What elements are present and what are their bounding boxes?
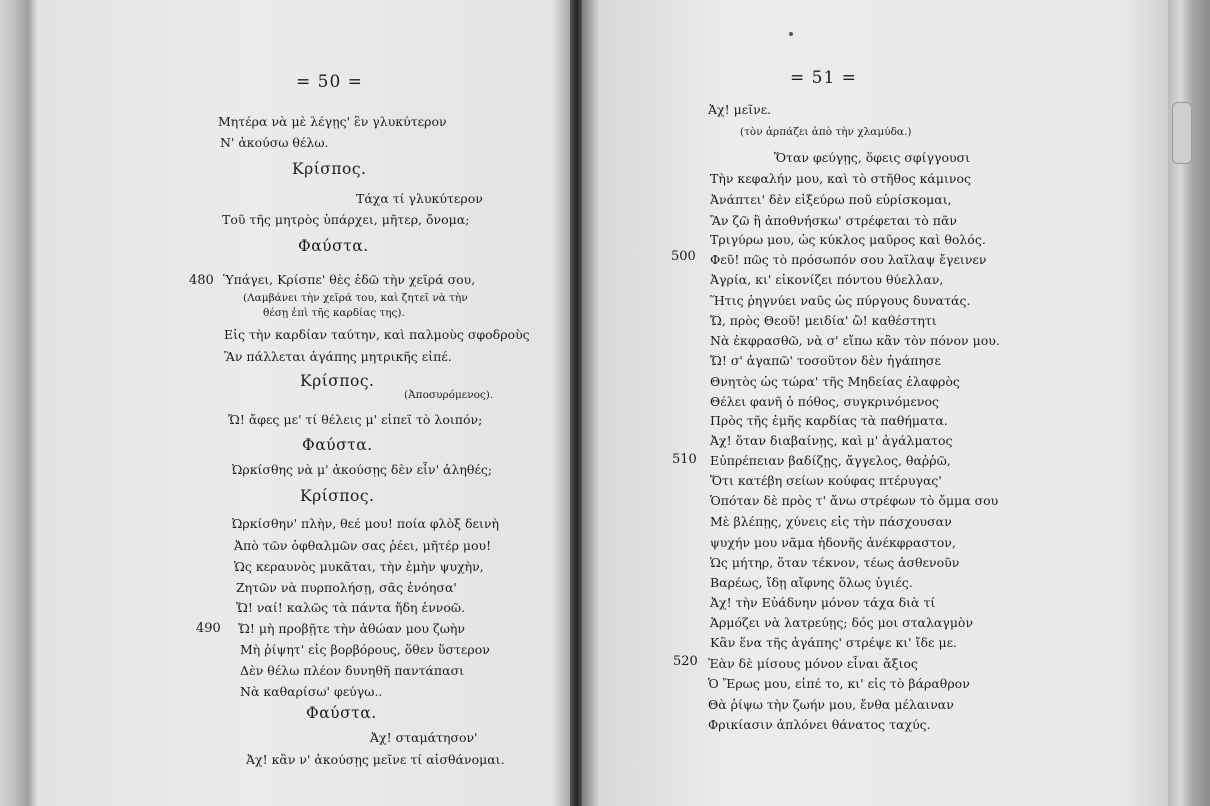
- verse-line: Ὁ Ἔρως μου, εἰπέ το, κι' εἰς τὸ βάραθρον: [708, 676, 970, 691]
- page-number: = 50 =: [296, 72, 363, 92]
- verse-line: Ὠρκίσθην' πλὴν, θεέ μου! ποία φλὸξ δεινὴ: [232, 516, 499, 531]
- verse-line: Ὤ, πρὸς Θεοῦ! μειδία' ὢ! καθέστητι: [710, 313, 937, 328]
- verse-line: Ἀπὸ τῶν ὀφθαλμῶν σας ῥέει, μῆτέρ μου!: [234, 538, 492, 553]
- verse-line: Βαρέως, ἴδῃ αἴφνης ὅλως ὑγιές.: [710, 575, 913, 590]
- verse-line: Ἀχ! σταμάτησον': [370, 730, 478, 745]
- verse-line: Ὅταν φεύγῃς, ὅφεις σφίγγουσι: [774, 150, 971, 165]
- verse-line: Ὑπάγει, Κρίσπε' θὲς ἐδῶ τὴν χεῖρά σου,: [223, 272, 476, 287]
- verse-line: Τοῦ τῆς μητρὸς ὑπάρχει, μῆτερ, ὄνομα;: [222, 212, 470, 227]
- verse-line: Ὤ! ναί! καλῶς τὰ πάντα ἤδη ἐννοῶ.: [236, 600, 466, 615]
- verse-line: Τὴν κεφαλήν μου, καὶ τὸ στῆθος κάμινος: [710, 171, 971, 186]
- verse-line: Ὅτι κατέβη σείων κούφας πτέρυγας': [710, 473, 942, 488]
- verse-line: Ὡς κεραυνὸς μυκᾶται, τὴν ἐμὴν ψυχὴν,: [234, 559, 484, 574]
- ink-speck: [789, 32, 793, 36]
- verse-line: Μητέρα νὰ μὲ λέγῃς' ἓν γλυκύτερον: [218, 114, 447, 129]
- page-tab-marker: [1172, 102, 1192, 164]
- verse-line: Ὁπόταν δὲ πρὸς τ' ἄνω στρέφων τὸ ὄμμα σου: [710, 493, 999, 508]
- verse-line: Δὲν θέλω πλέον δυνηθῆ παντάπασι: [240, 663, 465, 678]
- speaker-name: Κρίσπος.: [292, 160, 367, 178]
- verse-line: Ἀχ! μεῖνε.: [708, 102, 772, 117]
- speaker-name: Φαύστα.: [302, 436, 373, 454]
- verse-line: Πρὸς τῆς ἐμῆς καρδίας τὰ παθήματα.: [710, 413, 948, 428]
- verse-line: Φρικίασιν ἁπλόνει θάνατος ταχύς.: [708, 717, 931, 732]
- verse-number: 500: [671, 249, 696, 264]
- verse-line: Ἂν ζῶ ἢ ἀποθνήσκω' στρέφεται τὸ πᾶν: [710, 213, 957, 228]
- verse-line: Ὡς μήτηρ, ὅταν τέκνον, τέως ἀσθενοῦν: [710, 555, 960, 570]
- stage-direction: θέσῃ ἐπὶ τῆς καρδίας της).: [263, 307, 405, 319]
- speaker-name: Κρίσπος.: [300, 487, 375, 505]
- stage-direction: (Ἀποσυρόμενος).: [404, 389, 494, 401]
- verse-line: Ὤ! σ' ἀγαπῶ' τοσοῦτον δὲν ἠγάπησε: [710, 353, 941, 368]
- verse-line: Ν' ἀκούσω θέλω.: [220, 135, 329, 150]
- verse-number: 480: [189, 273, 214, 288]
- verse-line: Νὰ καθαρίσω' φεύγω..: [240, 684, 383, 699]
- speaker-name: Φαύστα.: [306, 704, 377, 722]
- verse-line: Μὲ βλέπῃς, χύνεις εἰς τὴν πάσχουσαν: [710, 514, 952, 529]
- stage-direction: (τὸν ἀρπάζει ἀπὸ τὴν χλαμύδα.): [740, 126, 912, 138]
- verse-line: Ζητῶν νὰ πυρπολήσῃ, σᾶς ἐνόησα': [236, 580, 457, 595]
- speaker-name: Φαύστα.: [298, 237, 369, 255]
- verse-line: Ἀχ! τὴν Εὐάδνην μόνον τάχα διὰ τί: [710, 595, 936, 610]
- verse-line: Μὴ ῥίψητ' εἰς βορβόρους, ὅθεν ὕστερον: [240, 642, 490, 657]
- verse-line: ψυχήν μου νᾶμα ἡδονῆς ἀνέκφραστον,: [710, 535, 956, 550]
- verse-line: Θὰ ῥίψω τὴν ζωήν μου, ἔνθα μέλαιναν: [708, 697, 954, 712]
- verse-number: 490: [196, 621, 221, 636]
- verse-line: Τάχα τί γλυκύτερον: [356, 191, 483, 206]
- left-page-stack-edge: [0, 0, 40, 806]
- verse-line: Ἀχ! ὅταν διαβαίνῃς, καὶ μ' ἀγάλματος: [710, 433, 953, 448]
- verse-line: Ὤ! ἄφες με' τί θέλεις μ' εἰπεῖ τὸ λοιπόν;: [228, 412, 483, 427]
- verse-number: 510: [672, 452, 697, 467]
- verse-line: Εὐπρέπειαν βαδίζῃς, ἄγγελος, θαῤῥῶ,: [710, 453, 951, 468]
- verse-line: Εἰς τὴν καρδίαν ταύτην, καὶ παλμοὺς σφοδροὺς: [224, 327, 530, 342]
- verse-line: Ἀχ! κἂν ν' ἀκούσῃς μεῖνε τί αἰσθάνομαι.: [246, 752, 505, 767]
- verse-line: Ἥτις ῥηγνύει ναῦς ὡς πύργους δυνατάς.: [710, 293, 971, 308]
- verse-line: Ἁρμόζει νὰ λατρεύῃς; δός μοι σταλαγμὸν: [710, 615, 974, 630]
- verse-number: 520: [673, 654, 698, 669]
- speaker-name: Κρίσπος.: [300, 372, 375, 390]
- verse-line: Ἂν πάλλεται ἀγάπης μητρικῆς εἰπέ.: [224, 349, 452, 364]
- verse-line: Ἀγρία, κι' εἰκονίζει πόντου θύελλαν,: [710, 272, 944, 287]
- verse-line: Κἂν ἕνα τῆς ἀγάπης' στρέψε κι' ἴδε με.: [710, 635, 958, 650]
- verse-line: Φεῦ! πῶς τὸ πρόσωπόν σου λαῖλαψ ἔγεινεν: [710, 252, 987, 267]
- verse-line: Ἀνάπτει' δὲν εἰξεύρω ποῦ εὑρίσκομαι,: [710, 192, 952, 207]
- verse-line: Θέλει φανῆ ὁ πόθος, συγκρινόμενος: [710, 394, 940, 409]
- verse-line: Ἐὰν δὲ μίσους μόνον εἶναι ἄξιος: [708, 656, 918, 671]
- verse-line: Ὠρκίσθης νὰ μ' ἀκούσῃς δὲν εἶν' ἀληθές;: [232, 462, 493, 477]
- stage-direction: (Λαμβάνει τὴν χεῖρά του, καὶ ζητεῖ νὰ τὴν: [243, 292, 468, 304]
- verse-line: Νὰ ἐκφρασθῶ, νὰ σ' εἴπω κἂν τὸν πόνον μου.: [710, 333, 1000, 348]
- verse-line: Θνητὸς ὡς τώρα' τῆς Μηδείας ἐλαφρὸς: [710, 374, 960, 389]
- verse-line: Τριγύρω μου, ὡς κύκλος μαῦρος καὶ θολός.: [710, 232, 986, 247]
- page-number: = 51 =: [790, 68, 857, 88]
- verse-line: Ὤ! μὴ προβῇτε τὴν ἀθώαν μου ζωὴν: [238, 621, 466, 636]
